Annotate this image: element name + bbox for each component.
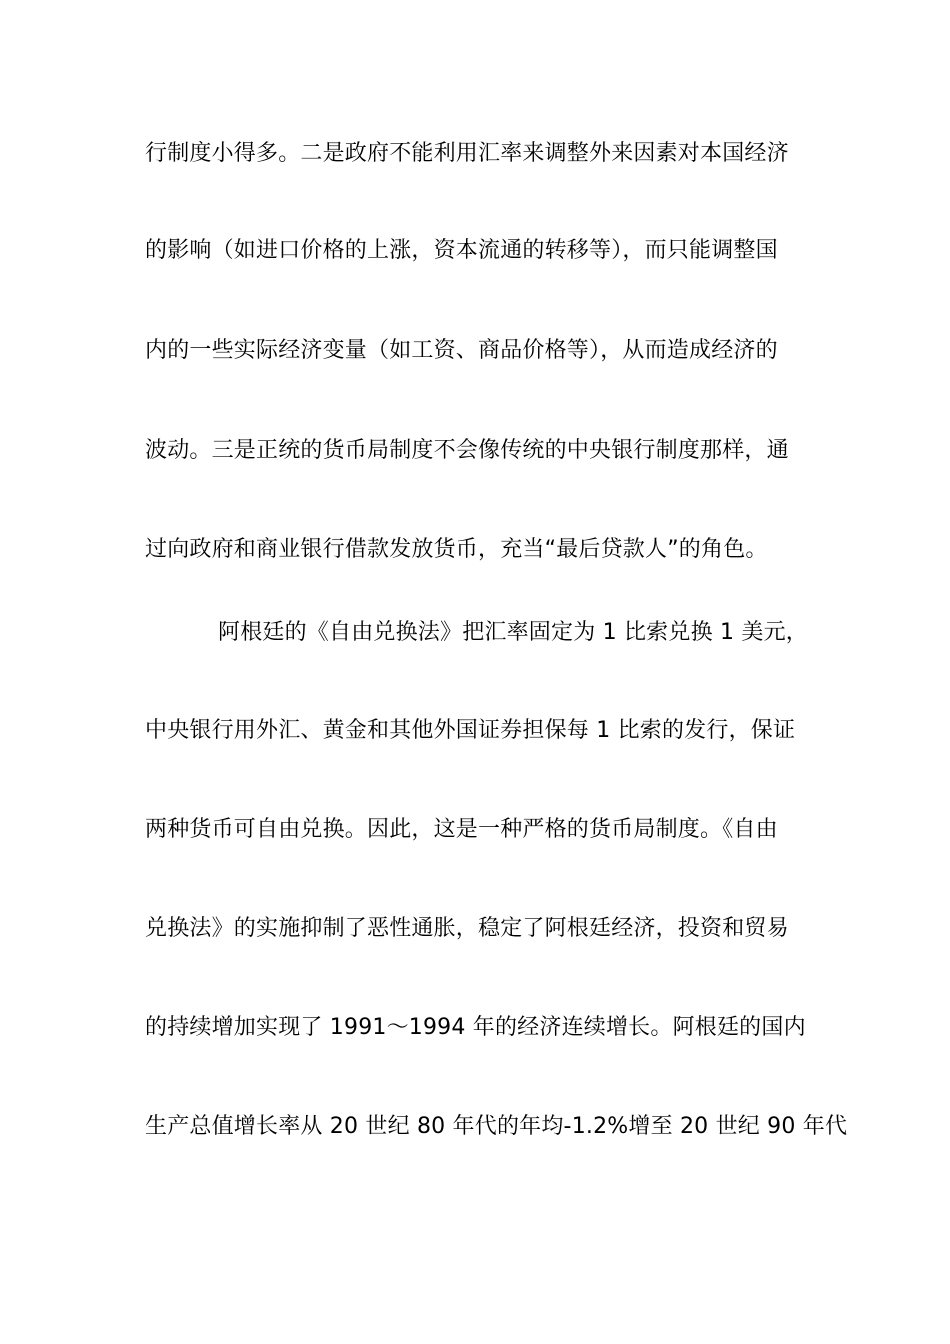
- text-line: 内的一些实际经济变量（如工资、商品价格等），从而造成经济的: [145, 338, 778, 363]
- paragraph-first-line: 阿根廷的《自由兑换法》把汇率固定为 1 比索兑换 1 美元，: [218, 620, 808, 645]
- text-line: 兑换法》的实施抑制了恶性通胀，稳定了阿根廷经济，投资和贸易: [145, 916, 789, 941]
- text-line: 两种货币可自由兑换。因此，这是一种严格的货币局制度。《自由: [145, 817, 778, 842]
- text-line: 过向政府和商业银行借款发放货币，充当“最后贷款人”的角色。: [145, 537, 768, 562]
- text-line: 中央银行用外汇、黄金和其他外国证券担保每 1 比索的发行，保证: [145, 718, 796, 743]
- text-line: 生产总值增长率从 20 世纪 80 年代的年均-1.2%增至 20 世纪 90 年代: [145, 1114, 848, 1139]
- text-line: 的持续增加实现了 1991～1994 年的经济连续增长。阿根廷的国内: [145, 1015, 806, 1040]
- text-line: 行制度小得多。二是政府不能利用汇率来调整外来因素对本国经济: [145, 141, 789, 166]
- text-line: 的影响（如进口价格的上涨，资本流通的转移等），而只能调整国: [145, 238, 778, 263]
- text-line: 波动。三是正统的货币局制度不会像传统的中央银行制度那样，通: [145, 438, 789, 463]
